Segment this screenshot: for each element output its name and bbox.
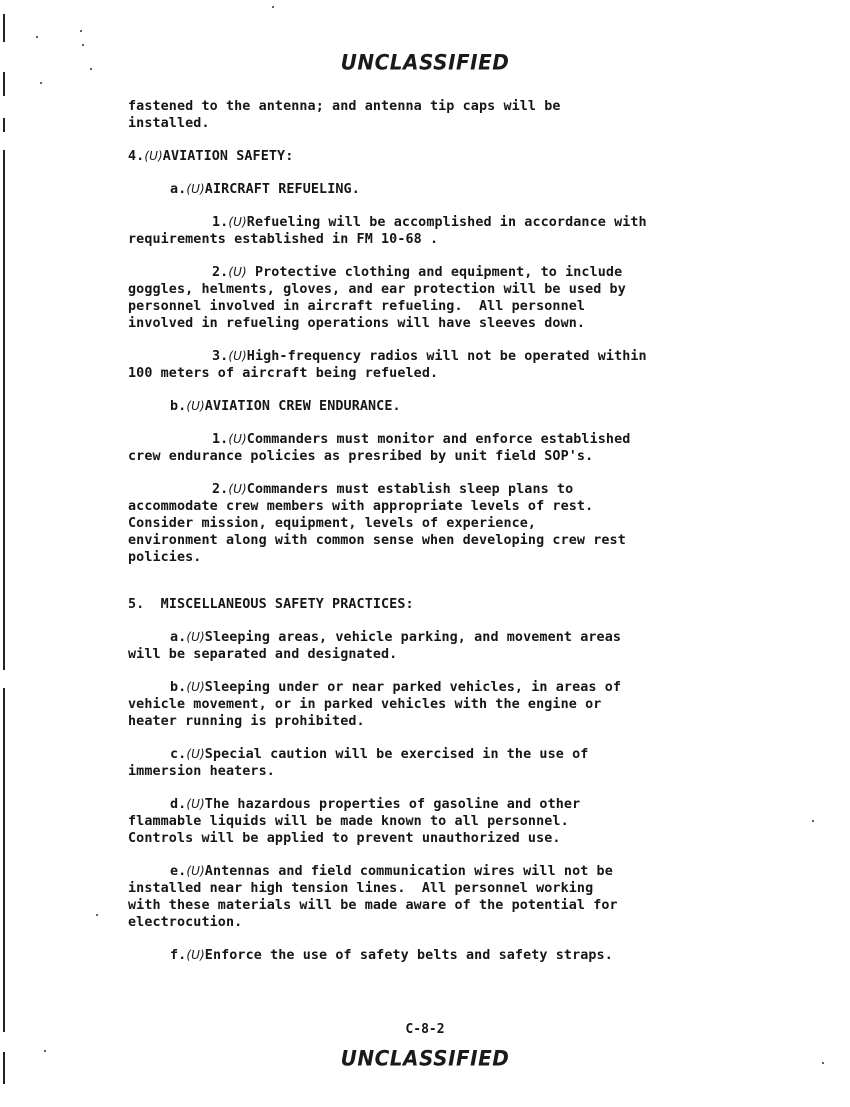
paragraph: [128, 746, 768, 780]
paragraph: [128, 264, 768, 332]
paragraph-number: 4.: [128, 149, 145, 164]
paragraph-number: 2.: [212, 265, 229, 280]
scan-margin-mark: [3, 14, 5, 42]
paragraph-text: AIRCRAFT REFUELING.: [204, 182, 360, 197]
classification-marking: (U): [144, 149, 163, 163]
paragraph-number: d.: [170, 797, 187, 812]
classification-marking: (U): [228, 215, 247, 229]
paragraph: [128, 796, 768, 847]
classification-marking: (U): [186, 747, 205, 761]
paragraph: [128, 947, 768, 964]
paragraph: [128, 398, 768, 415]
classification-marking: (U): [186, 630, 205, 644]
paragraph-number: e.: [170, 864, 187, 879]
paragraph: [128, 481, 768, 566]
paragraph-text: Commanders must establish sleep plans to accommodate crew members with appropriate levels of rest. Consider mission, equipment, levels of experience, environment along with common sense when developing crew rest policies.: [128, 482, 626, 565]
scan-margin-mark: [3, 150, 5, 670]
paragraph-text: MISCELLANEOUS SAFETY PRACTICES:: [144, 597, 414, 612]
classification-marking: (U): [186, 182, 205, 196]
paragraph-number: f.: [170, 948, 187, 963]
paragraph-text: Commanders must monitor and enforce established crew endurance policies as presribed by unit field SOP's.: [128, 432, 631, 464]
paragraph-number: 5.: [128, 597, 145, 612]
scan-margin-mark: [3, 118, 5, 132]
paragraph-text: Enforce the use of safety belts and safety straps.: [204, 948, 613, 963]
classification-marking: (U): [228, 482, 247, 496]
classification-marking: (U): [228, 265, 247, 279]
classification-marking: (U): [186, 797, 205, 811]
paragraph-text: The hazardous properties of gasoline and other flammable liquids will be made known to all personnel. Controls will be applied to prevent unauthorized use.: [128, 797, 581, 846]
paragraph-number: a.: [170, 630, 187, 645]
classification-marking: (U): [186, 864, 205, 878]
paragraph-number: 3.: [212, 349, 229, 364]
paragraph-number: 1.: [212, 432, 229, 447]
paragraph: [128, 431, 768, 465]
page-number: C-8-2: [405, 1022, 445, 1037]
paragraph: [128, 679, 768, 730]
paragraph: [128, 863, 768, 931]
classification-marking: (U): [186, 948, 205, 962]
paragraph: [128, 148, 768, 165]
paragraph-text: Refueling will be accomplished in accordance with requirements established in FM 10-68 .: [128, 215, 647, 247]
paragraph-text: AVIATION SAFETY:: [162, 149, 294, 164]
paragraph: [128, 98, 768, 132]
paragraph: [128, 214, 768, 248]
classification-marking: (U): [186, 399, 205, 413]
classification-marking: (U): [228, 349, 247, 363]
paragraph-number: b.: [170, 680, 187, 695]
paragraph-text: Sleeping under or near parked vehicles, in areas of vehicle movement, or in parked vehicles with the engine or heater running is prohibited.: [128, 680, 622, 729]
paragraph-number: 2.: [212, 482, 229, 497]
classification-marking: (U): [228, 432, 247, 446]
classification-header: UNCLASSIFIED: [340, 49, 510, 75]
paragraph: [128, 596, 768, 613]
scan-margin-mark: [3, 72, 5, 96]
paragraph-text: Protective clothing and equipment, to include goggles, helments, gloves, and ear protection will be used by personnel involved in aircraft refueling. All personnel involved in refueling operations will have sleeves down.: [128, 265, 626, 331]
paragraph-text: Antennas and field communication wires will not be installed near high tension lines. All personnel working with these materials will be made aware of the potential for electrocution.: [128, 864, 618, 930]
paragraph-number: c.: [170, 747, 187, 762]
classification-marking: (U): [186, 680, 205, 694]
paragraph-text: Sleeping areas, vehicle parking, and movement areas will be separated and designated.: [128, 630, 622, 662]
paragraph-text: Special caution will be exercised in the use of immersion heaters.: [128, 747, 589, 779]
paragraph-text: High-frequency radios will not be operated within 100 meters of aircraft being refueled.: [128, 349, 647, 381]
paragraph-number: 1.: [212, 215, 229, 230]
paragraph: [128, 629, 768, 663]
paragraph-text: fastened to the antenna; and antenna tip caps will be installed.: [128, 99, 561, 131]
paragraph-number: a.: [170, 182, 187, 197]
classification-footer: UNCLASSIFIED: [340, 1045, 510, 1071]
paragraph: [128, 181, 768, 198]
document-body: [128, 98, 768, 980]
paragraph-number: b.: [170, 399, 187, 414]
scan-margin-mark: [3, 688, 5, 1032]
paragraph: [128, 348, 768, 382]
paragraph-text: AVIATION CREW ENDURANCE.: [204, 399, 401, 414]
